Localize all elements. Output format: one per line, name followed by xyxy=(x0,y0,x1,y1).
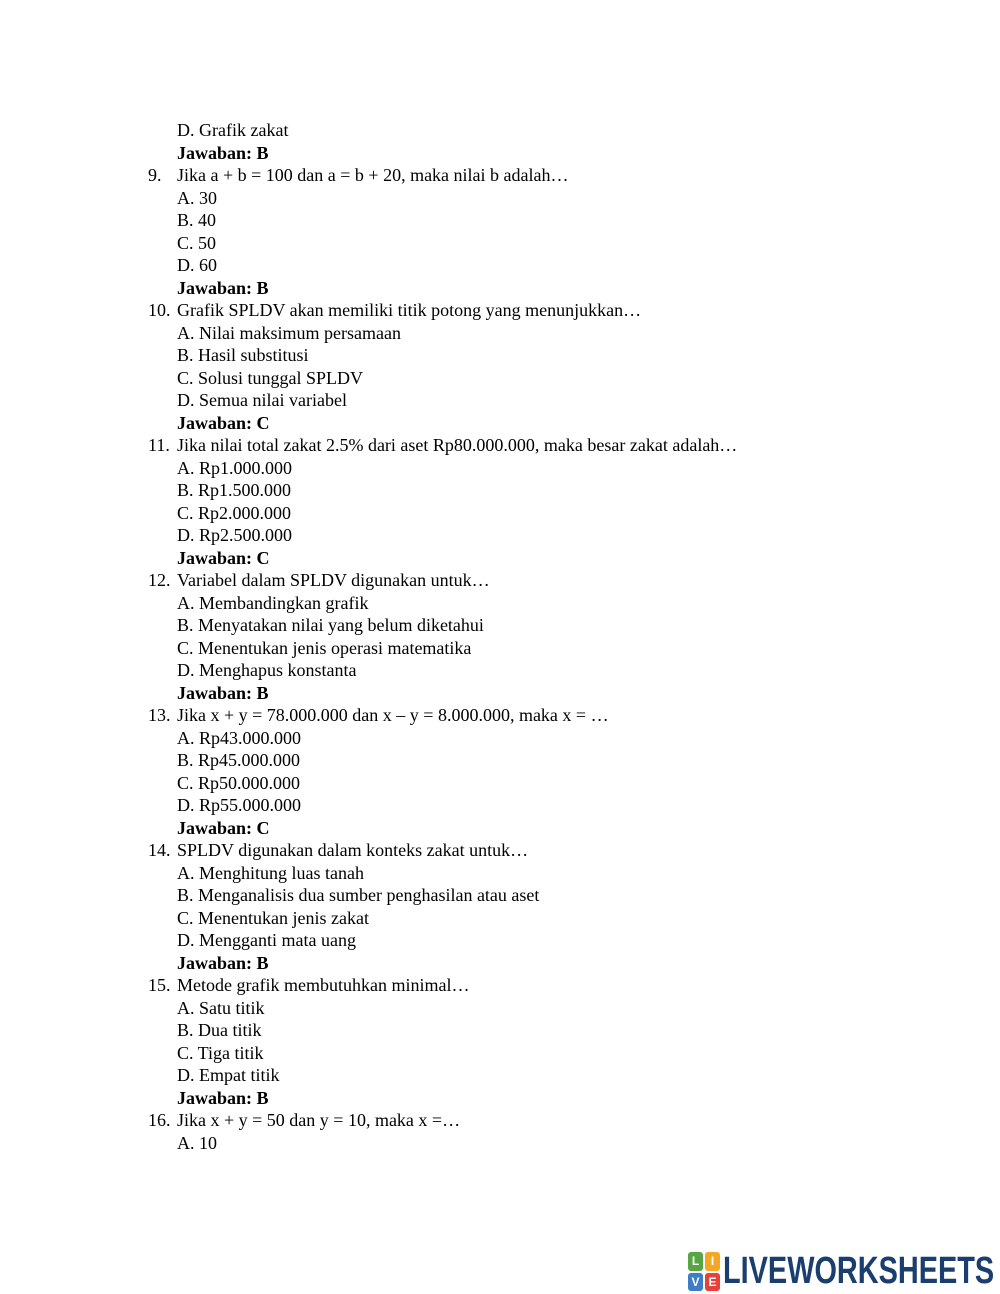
question-number: 13. xyxy=(148,705,171,725)
question-number: 11. xyxy=(148,435,170,455)
question-number: 15. xyxy=(148,975,171,995)
answer-line: Jawaban: B xyxy=(177,277,269,298)
option-line: D. Semua nilai variabel xyxy=(177,390,347,410)
option-line: B. Dua titik xyxy=(177,1020,262,1040)
question-text: Jika x + y = 50 dan y = 10, maka x =… xyxy=(177,1110,461,1130)
option-line: C. Solusi tunggal SPLDV xyxy=(177,367,364,388)
option-line: B. Hasil substitusi xyxy=(177,345,309,365)
option-line: D. Empat titik xyxy=(177,1065,280,1085)
question-number: 10. xyxy=(148,300,171,320)
option-line: D. Rp2.500.000 xyxy=(177,525,293,545)
option-line: A. Nilai maksimum persamaan xyxy=(177,322,401,343)
question-number: 12. xyxy=(148,570,171,590)
option-line: A. Rp43.000.000 xyxy=(177,727,302,748)
option-line: C. Rp50.000.000 xyxy=(177,772,301,793)
option-line: D. 60 xyxy=(177,255,217,275)
question-list xyxy=(148,119,908,1154)
question-text: Variabel dalam SPLDV digunakan untuk… xyxy=(177,570,490,590)
option-line: D. Mengganti mata uang xyxy=(177,930,356,950)
question-line xyxy=(148,704,908,727)
liveworksheets-logo-icon xyxy=(688,1252,720,1291)
question-line xyxy=(148,974,908,997)
question-line xyxy=(148,164,908,187)
logo-square-l: L xyxy=(688,1252,703,1271)
option-line: C. Tiga titik xyxy=(177,1042,264,1063)
option-line: C. Menentukan jenis operasi matematika xyxy=(177,637,472,658)
option-line: A. Membandingkan grafik xyxy=(177,592,369,613)
option-line: C. Rp2.000.000 xyxy=(177,502,292,523)
answer-line: Jawaban: C xyxy=(177,547,270,568)
question-text: Jika x + y = 78.000.000 dan x – y = 8.000.000, maka x = … xyxy=(177,705,609,725)
question-text: Metode grafik membutuhkan minimal… xyxy=(177,975,470,995)
option-line: D. Menghapus konstanta xyxy=(177,660,357,680)
option-line: C. Menentukan jenis zakat xyxy=(177,907,369,928)
option-line: D. Grafik zakat xyxy=(177,120,289,140)
option-line: A. 10 xyxy=(177,1132,217,1153)
answer-line: Jawaban: B xyxy=(177,1087,269,1108)
option-line: B. Menganalisis dua sumber penghasilan atau aset xyxy=(177,885,540,905)
question-text: Jika nilai total zakat 2.5% dari aset Rp80.000.000, maka besar zakat adalah… xyxy=(177,435,738,455)
option-line: C. 50 xyxy=(177,232,217,253)
question-text: SPLDV digunakan dalam konteks zakat untuk… xyxy=(177,840,529,860)
question-text: Jika a + b = 100 dan a = b + 20, maka nilai b adalah… xyxy=(177,165,569,185)
option-line: B. 40 xyxy=(177,210,217,230)
option-line: A. 30 xyxy=(177,187,217,208)
question-line xyxy=(148,839,908,862)
question-text: Grafik SPLDV akan memiliki titik potong yang menunjukkan… xyxy=(177,300,642,320)
liveworksheets-logo-text: LIVEWORKSHEETS xyxy=(723,1250,995,1292)
option-line: A. Menghitung luas tanah xyxy=(177,862,364,883)
option-line: B. Rp1.500.000 xyxy=(177,480,292,500)
question-line xyxy=(148,1109,908,1132)
answer-line: Jawaban: C xyxy=(177,817,270,838)
option-line: A. Satu titik xyxy=(177,997,265,1018)
option-line: B. Rp45.000.000 xyxy=(177,750,301,770)
option-line: A. Rp1.000.000 xyxy=(177,457,293,478)
answer-line: Jawaban: B xyxy=(177,682,269,703)
logo-square-v: V xyxy=(688,1273,703,1292)
question-number: 16. xyxy=(148,1110,171,1130)
liveworksheets-logo[interactable] xyxy=(688,1252,1000,1291)
logo-square-e: E xyxy=(705,1273,720,1292)
question-line xyxy=(148,569,908,592)
question-line xyxy=(148,434,908,457)
answer-line: Jawaban: C xyxy=(177,412,270,433)
question-number: 14. xyxy=(148,840,171,860)
option-line: D. Rp55.000.000 xyxy=(177,795,302,815)
question-number: 9. xyxy=(148,165,162,185)
logo-square-i: I xyxy=(705,1252,720,1271)
option-line: B. Menyatakan nilai yang belum diketahui xyxy=(177,615,484,635)
answer-line: Jawaban: B xyxy=(177,952,269,973)
question-line xyxy=(148,299,908,322)
answer-line: Jawaban: B xyxy=(177,142,269,163)
